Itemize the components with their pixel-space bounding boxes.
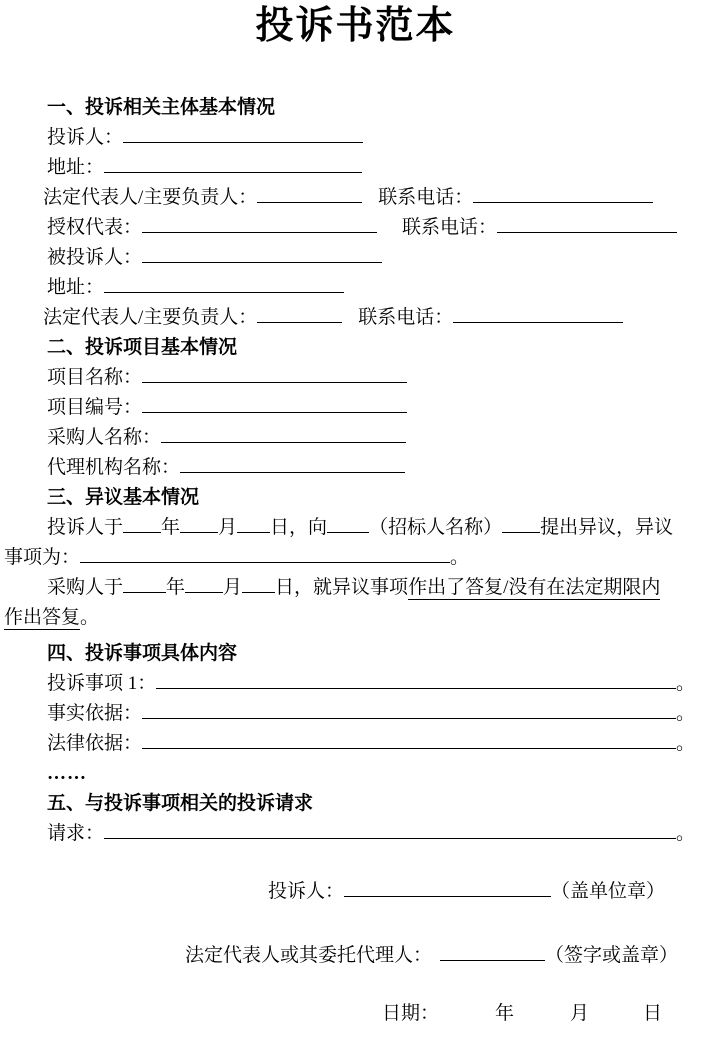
period-mark: 。 [675, 673, 695, 694]
day-label: 日，就异议事项 [275, 577, 409, 598]
section2-heading: 二、投诉项目基本情况 [47, 337, 238, 358]
objection-matter-blank-line [80, 543, 450, 563]
reply-option-text-underlined: 作出答复 [4, 607, 81, 628]
agency-name-blank-line [180, 453, 405, 473]
complainant-label: 投诉人： [47, 127, 124, 148]
day-blank-line [242, 573, 275, 593]
purchaser-name-label: 采购人名称： [47, 427, 162, 448]
section3-heading: 三、异议基本情况 [47, 487, 200, 508]
signature-complainant-label: 投诉人： [268, 881, 345, 902]
reply-option-text-underlined: 作出了答复/没有在法定期限内 [408, 577, 661, 598]
day-blank-line [237, 513, 270, 533]
date-line [382, 999, 711, 1029]
seal-note: （盖单位章） [551, 881, 666, 902]
month-blank-line [185, 573, 223, 593]
legal-rep-blank-line [257, 303, 342, 323]
month-label: 月 [218, 517, 238, 538]
field-complaint-item-1 [47, 669, 695, 699]
purchaser-name-blank-line [161, 423, 406, 443]
phone-label: 联系电话： [358, 307, 454, 328]
field-factual-basis [47, 699, 695, 729]
period-mark: 。 [450, 547, 470, 568]
field-project-number [47, 393, 711, 423]
field-agency-name [47, 453, 711, 483]
period-mark: 。 [675, 733, 695, 754]
sign-or-seal-note: （签字或盖章） [545, 945, 679, 966]
factual-basis-label: 事实依据： [47, 703, 143, 724]
legal-rep-label: 法定代表人/主要负责人： [43, 307, 258, 328]
bidder-blank-line-2 [502, 513, 540, 533]
field-legal-rep-2 [43, 303, 711, 333]
signature-complainant-blank-line [344, 877, 551, 897]
complainant-blank-line [123, 123, 363, 143]
phone-label: 联系电话： [402, 217, 498, 238]
complaint-item-label: 投诉事项 1： [47, 673, 157, 694]
auth-rep-label: 授权代表： [47, 217, 143, 238]
year-blank-line [123, 513, 161, 533]
agency-name-label: 代理机构名称： [47, 457, 181, 478]
project-number-label: 项目编号： [47, 397, 143, 418]
field-project-name [47, 363, 711, 393]
auth-rep-blank-line [142, 213, 377, 233]
request-blank-line [104, 819, 676, 839]
ellipsis-more-items: …… [47, 763, 87, 784]
legal-basis-label: 法律依据： [47, 733, 143, 754]
objection-matter-label: 事项为： [4, 547, 81, 568]
project-name-blank-line [142, 363, 407, 383]
reply-paragraph-line-1 [47, 573, 711, 603]
field-complainant [47, 123, 711, 153]
legal-basis-blank-line [142, 729, 676, 749]
complaint-item-blank-line [156, 669, 676, 689]
period-mark: 。 [675, 823, 695, 844]
date-year-label: 年 [495, 1003, 515, 1024]
objection-text: 投诉人于 [47, 517, 124, 538]
legal-rep-blank-line [257, 183, 362, 203]
objection-text-tail: 提出异议，异议 [540, 517, 674, 538]
date-day-label: 日 [643, 1003, 663, 1024]
project-number-blank-line [142, 393, 407, 413]
field-purchaser-name [47, 423, 711, 453]
section1-heading: 一、投诉相关主体基本情况 [47, 97, 276, 118]
address-blank-line [104, 153, 362, 173]
objection-paragraph-line-1 [47, 513, 711, 543]
field-legal-rep-1 [43, 183, 711, 213]
year-label: 年 [166, 577, 186, 598]
month-label: 月 [223, 577, 243, 598]
reply-paragraph-line-2 [4, 603, 711, 633]
day-label: 日，向 [270, 517, 328, 538]
phone-blank-line [453, 303, 623, 323]
field-address-2 [47, 273, 711, 303]
period-mark: 。 [80, 607, 100, 628]
phone-blank-line [497, 213, 677, 233]
reply-text: 采购人于 [47, 577, 124, 598]
representative-label: 法定代表人或其委托代理人： [185, 945, 433, 966]
bidder-blank-line [327, 513, 369, 533]
period-mark: 。 [675, 703, 695, 724]
field-respondent [47, 243, 711, 273]
factual-basis-blank-line [142, 699, 676, 719]
address-label: 地址： [47, 157, 105, 178]
respondent-blank-line [142, 243, 382, 263]
field-legal-basis [47, 729, 695, 759]
field-request [47, 819, 695, 849]
signature-representative-line [185, 941, 711, 971]
section4-heading: 四、投诉事项具体内容 [47, 643, 238, 664]
date-month-label: 月 [570, 1003, 590, 1024]
field-address-1 [47, 153, 711, 183]
month-blank-line [180, 513, 218, 533]
request-label: 请求： [47, 823, 105, 844]
phone-blank-line [473, 183, 653, 203]
legal-rep-label: 法定代表人/主要负责人： [43, 187, 258, 208]
year-label: 年 [161, 517, 181, 538]
date-label: 日期： [382, 1003, 440, 1024]
field-auth-rep [47, 213, 711, 243]
signature-complainant-line [268, 877, 711, 907]
address-label: 地址： [47, 277, 105, 298]
section5-heading: 五、与投诉事项相关的投诉请求 [47, 793, 314, 814]
bidder-name-placeholder: （招标人名称） [369, 517, 503, 538]
year-blank-line [123, 573, 166, 593]
respondent-label: 被投诉人： [47, 247, 143, 268]
document-title: 投诉书范本 [255, 5, 456, 47]
objection-paragraph-line-2 [4, 543, 711, 573]
address-blank-line [104, 273, 344, 293]
project-name-label: 项目名称： [47, 367, 143, 388]
representative-blank-line [440, 941, 545, 961]
phone-label: 联系电话： [378, 187, 474, 208]
